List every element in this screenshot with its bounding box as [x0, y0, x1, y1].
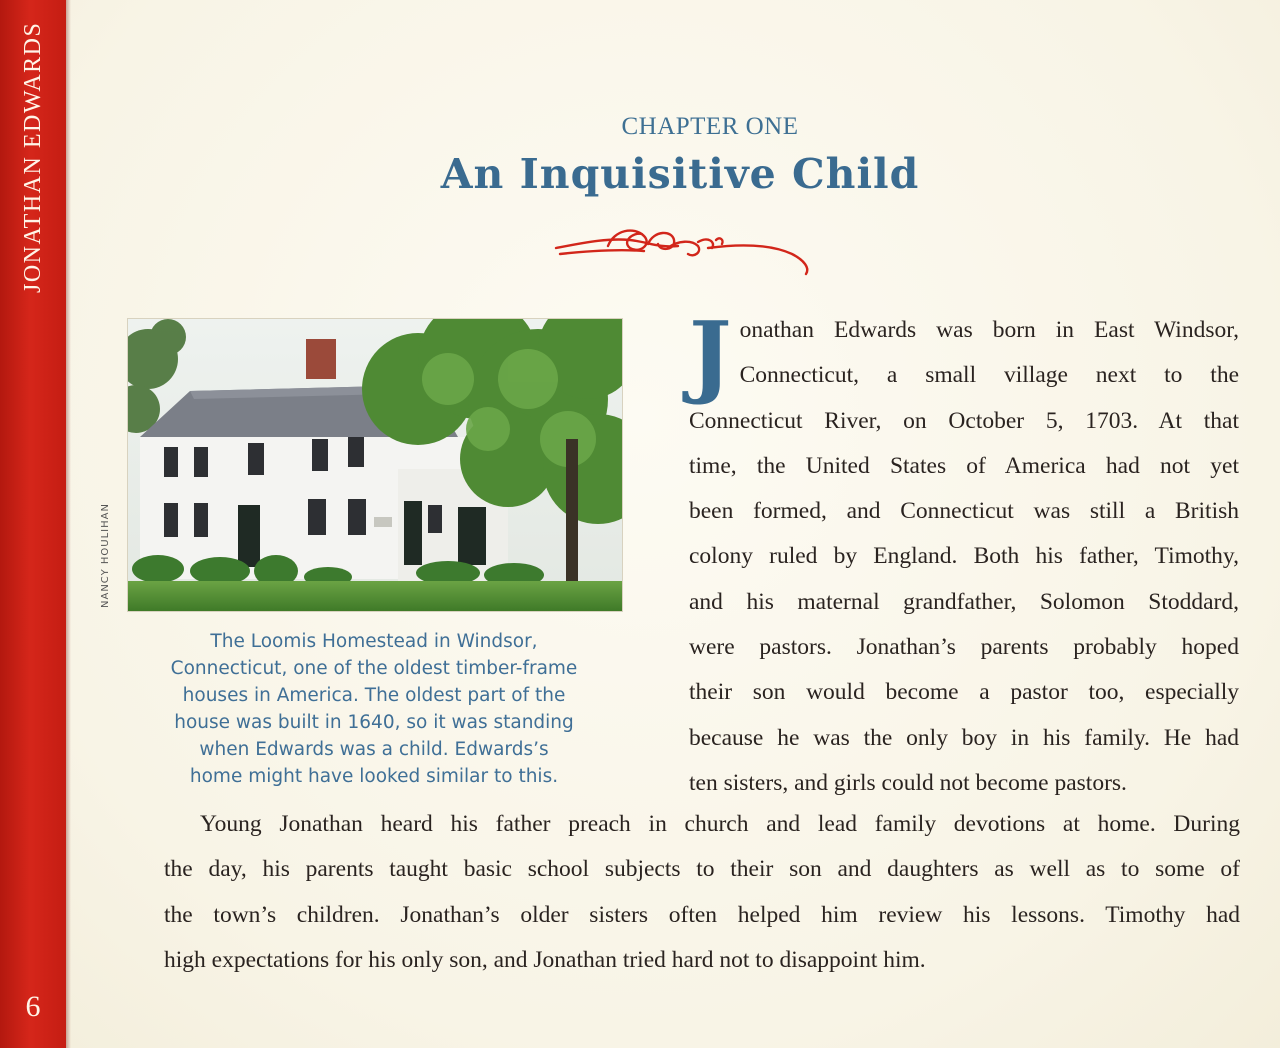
photo-credit: NANCY HOULIHAN — [100, 503, 111, 608]
text-line: the town’s children. Jonathan’s older sisters often helped him review his lessons. Timothy had — [164, 901, 1240, 928]
text-line: Young Jonathan heard his father preach in church and lead family devotions at home. During — [200, 811, 1240, 837]
text-line: time, the United States of America had not yet — [689, 452, 1239, 479]
text-line: ten sisters, and girls could not become pastors. — [689, 769, 1127, 796]
body-paragraph-2 — [128, 802, 1240, 983]
text-line: because he was the only boy in his family. He had — [689, 724, 1239, 751]
caption-line: house was built in 1640, so it was standing — [174, 712, 574, 733]
text-line: their son would become a pastor too, especially — [689, 679, 1239, 706]
body-paragraph-1 — [689, 302, 1239, 806]
caption-line: when Edwards was a child. Edwards’s — [199, 739, 549, 760]
chapter-title: An Inquisitive Child — [440, 150, 920, 198]
caption-line: Connecticut, one of the oldest timber-frame — [170, 658, 578, 679]
text-line: high expectations for his only son, and Jonathan tried hard not to disappoint him. — [164, 946, 926, 973]
text-line: and his maternal grandfather, Solomon Stoddard, — [689, 588, 1239, 615]
text-line: colony ruled by England. Both his father, Timothy, — [689, 543, 1239, 570]
running-head: JONATHAN EDWARDS — [20, 22, 46, 294]
chapter-label: CHAPTER ONE — [621, 113, 799, 140]
page-number: 6 — [25, 990, 41, 1023]
caption-line: The Loomis Homestead in Windsor, — [210, 631, 538, 652]
text-line: been formed, and Connecticut was still a British — [689, 498, 1239, 525]
text-line: Connecticut River, on October 5, 1703. At that — [689, 407, 1239, 434]
drop-cap: J — [689, 302, 732, 408]
text-line: Connecticut, a small village next to the — [739, 362, 1239, 389]
caption-line: houses in America. The oldest part of the — [182, 685, 566, 706]
flourish-ornament — [548, 218, 818, 276]
side-band-shadow — [66, 0, 71, 1048]
caption-line: home might have looked similar to this. — [189, 766, 559, 787]
homestead-photo — [127, 318, 623, 612]
text-line: the day, his parents taught basic school subjects to their son and daughters as well as to some of — [164, 856, 1240, 883]
text-line: were pastors. Jonathan’s parents probably hoped — [689, 634, 1239, 661]
photo-caption — [127, 628, 621, 790]
text-line: onathan Edwards was born in East Windsor, — [739, 317, 1239, 343]
